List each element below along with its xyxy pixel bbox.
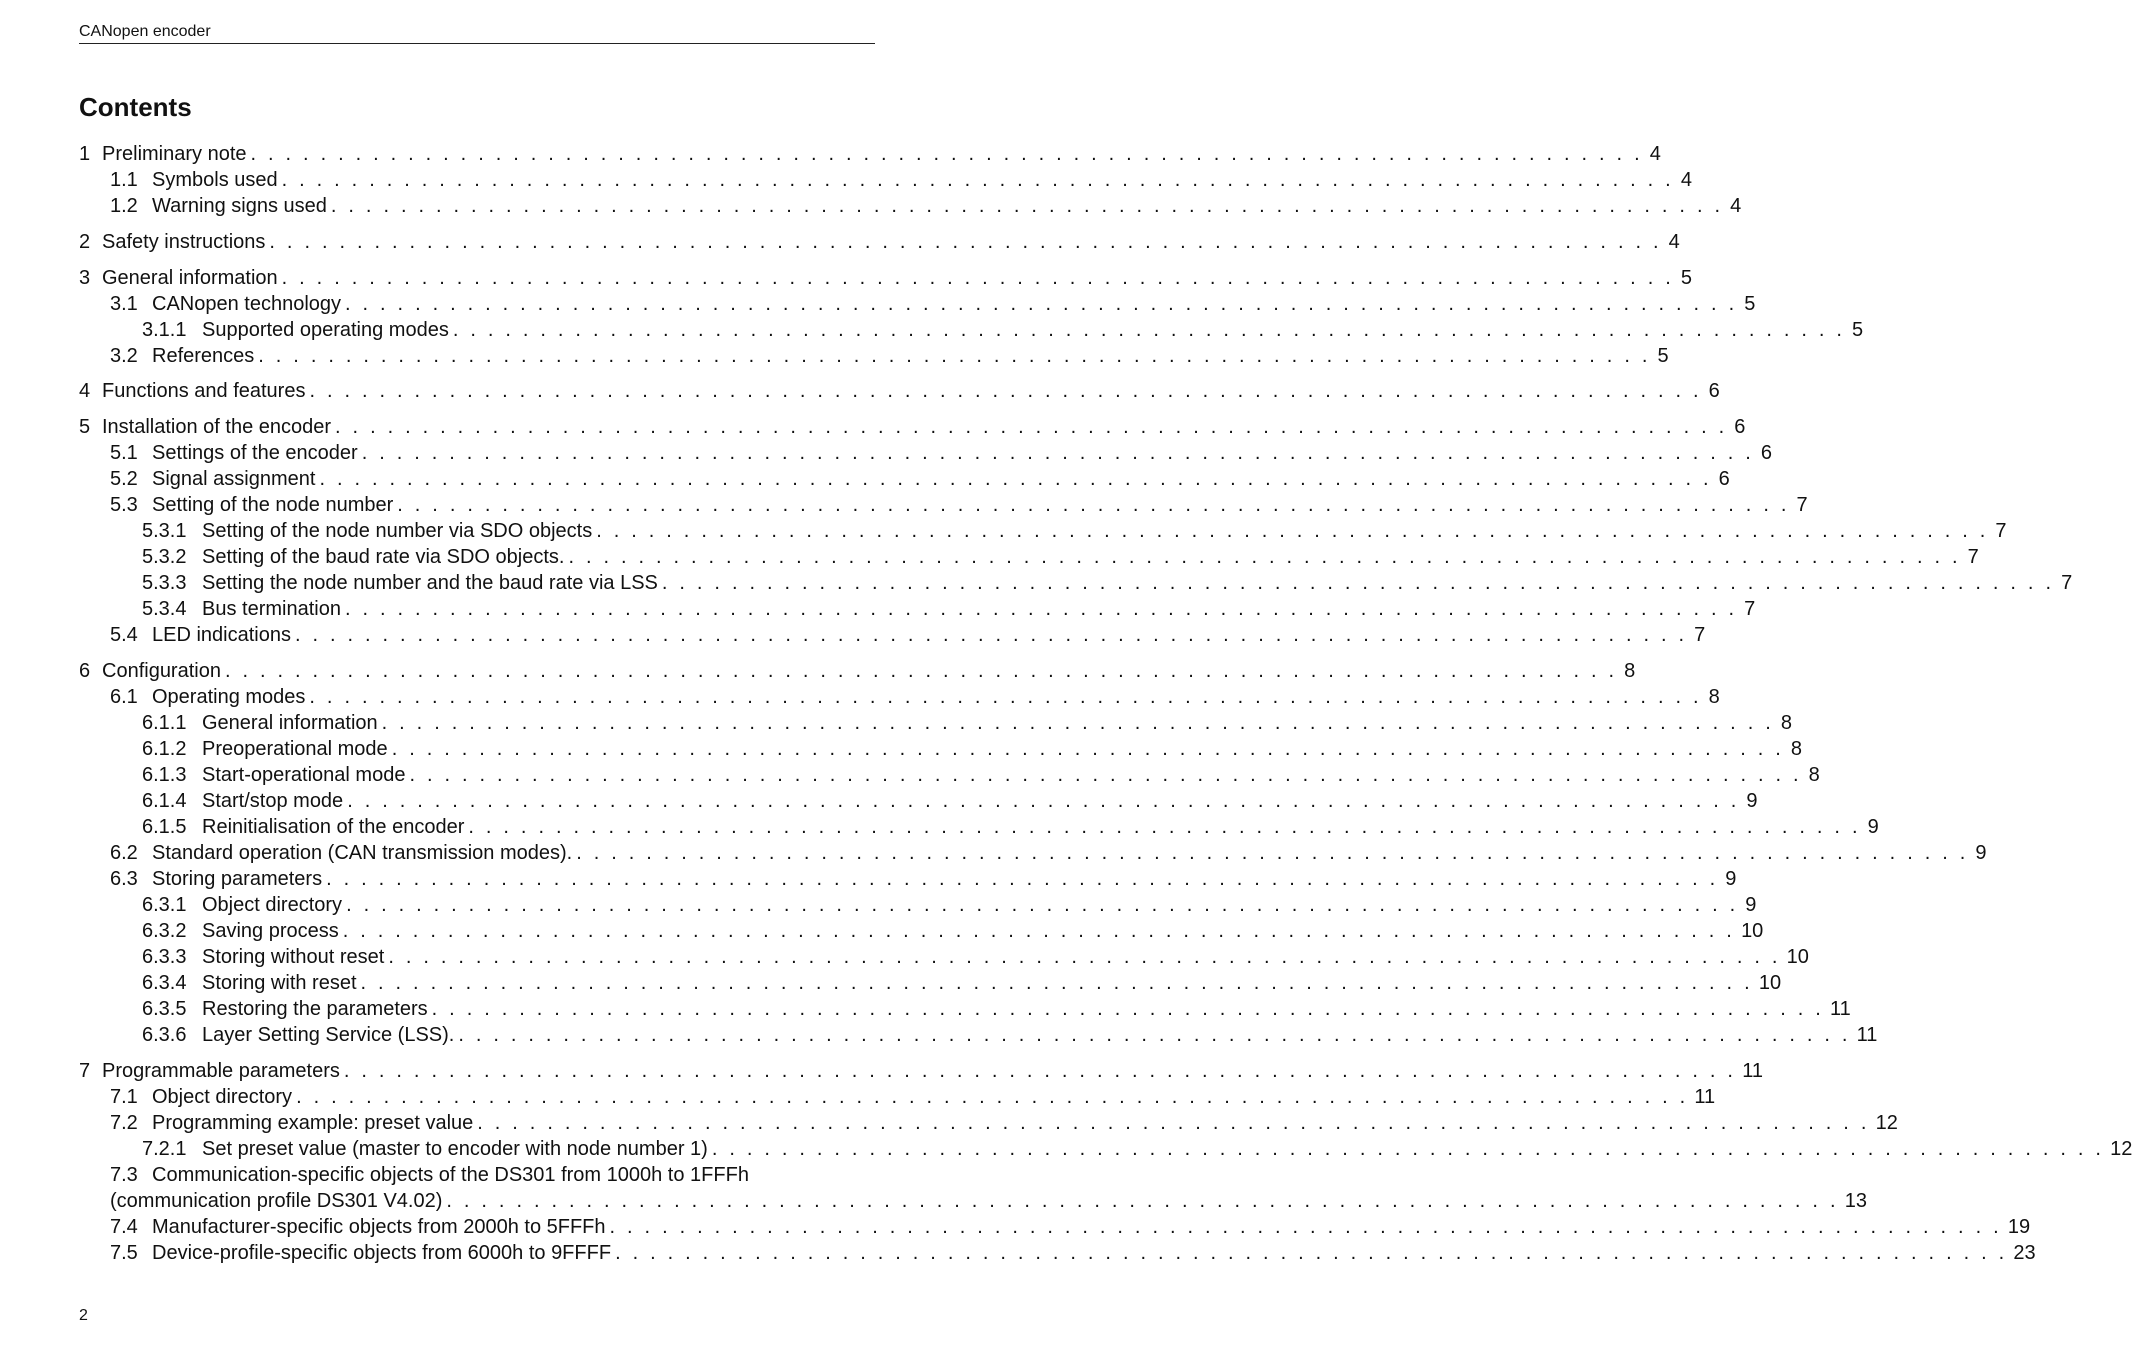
toc-entry-number: 5.3.4 bbox=[142, 598, 187, 620]
toc-entry-page: 8 bbox=[1780, 712, 1792, 734]
toc-entry[interactable] bbox=[79, 1058, 1763, 1084]
toc-entry-number: 5.2 bbox=[110, 468, 138, 490]
toc-leader-dots: . . . . . . . . . . . . . . . . . . . . . . . . . . . . . . . . . . . . . . . . . . . . . . . . . . . . . . . . . . . . . . . . . . . . . . . . . . . . . . . . bbox=[388, 946, 1781, 968]
toc-entry-page: 5 bbox=[1680, 267, 1692, 289]
toc-entry[interactable] bbox=[79, 414, 1746, 440]
toc-entry-page: 4 bbox=[1680, 169, 1692, 191]
toc-entry-label: Saving process bbox=[202, 920, 339, 942]
toc-entry-number: 7 bbox=[79, 1060, 91, 1082]
toc-entry-label: Device-profile-specific objects from 6000h to 9FFFF bbox=[152, 1242, 612, 1264]
toc-entry[interactable] bbox=[110, 1162, 875, 1188]
toc-entry-label: Communication-specific objects of the DS301 from 1000h to 1FFFh bbox=[152, 1164, 749, 1186]
toc-entry-number: 7.4 bbox=[110, 1216, 138, 1238]
toc-leader-dots: . . . . . . . . . . . . . . . . . . . . . . . . . . . . . . . . . . . . . . . . . . . . . . . . . . . . . . . . . . . . . . . . . . . . . . . . . . . . . . . . bbox=[446, 1190, 1839, 1212]
toc-entry-label: LED indications bbox=[152, 624, 291, 646]
toc-entry-label: Signal assignment bbox=[152, 468, 316, 490]
toc-leader-dots: . . . . . . . . . . . . . . . . . . . . . . . . . . . . . . . . . . . . . . . . . . . . . . . . . . . . . . . . . . . . . . . . . . . . . . . . . . . . . . . . bbox=[269, 231, 1662, 253]
toc-entry-label: Installation of the encoder bbox=[102, 416, 332, 438]
toc-leader-dots: . . . . . . . . . . . . . . . . . . . . . . . . . . . . . . . . . . . . . . . . . . . . . . . . . . . . . . . . . . . . . . . . . . . . . . . . . . . . . . . . bbox=[360, 972, 1753, 994]
toc-entry-number: 6.1.1 bbox=[142, 712, 187, 734]
toc-entry-page: 9 bbox=[1725, 868, 1737, 890]
toc-entry-number: 6.1 bbox=[110, 686, 138, 708]
toc-entry-label: Object directory bbox=[202, 894, 343, 916]
toc-entry[interactable] bbox=[142, 518, 2007, 544]
toc-entry-page: 9 bbox=[1745, 894, 1757, 916]
toc-leader-dots: . . . . . . . . . . . . . . . . . . . . . . . . . . . . . . . . . . . . . . . . . . . . . . . . . . . . . . . . . . . . . . . . . . . . . . . . . . . . . . . . bbox=[330, 195, 1724, 217]
toc-leader-dots: . . . . . . . . . . . . . . . . . . . . . . . . . . . . . . . . . . . . . . . . . . . . . . . . . . . . . . . . . . . . . . . . . . . . . . . . . . . . . . . . bbox=[347, 790, 1740, 812]
toc-entry[interactable] bbox=[142, 596, 1756, 622]
toc-entry-page: 5 bbox=[1744, 293, 1756, 315]
toc-entry-label: Settings of the encoder bbox=[152, 442, 358, 464]
toc-entry-label: Setting of the node number via SDO objects bbox=[202, 520, 593, 542]
page-number: 2 bbox=[79, 1307, 88, 1324]
toc-entry-number: 6.3.5 bbox=[142, 998, 187, 1020]
toc-leader-dots: . . . . . . . . . . . . . . . . . . . . . . . . . . . . . . . . . . . . . . . . . . . . . . . . . . . . . . . . . . . . . . . . . . . . . . . . . . . . . . . . bbox=[224, 660, 1618, 682]
toc-entry-number: 3.2 bbox=[110, 345, 138, 367]
toc-entry[interactable] bbox=[142, 1022, 1878, 1048]
toc-entry-number: 6.3.6 bbox=[142, 1024, 187, 1046]
toc-entry-label: CANopen technology bbox=[152, 293, 342, 315]
toc-entry-number: 6.3.4 bbox=[142, 972, 187, 994]
toc-entry-number: 5.1 bbox=[110, 442, 138, 464]
toc-entry-number: 6.3.2 bbox=[142, 920, 187, 942]
toc-entry[interactable] bbox=[142, 544, 1979, 570]
toc-entry[interactable] bbox=[142, 762, 1820, 788]
toc-entry-page: 9 bbox=[1746, 790, 1758, 812]
toc-entry[interactable] bbox=[79, 141, 1661, 167]
toc-entry-page: 23 bbox=[2013, 1242, 2036, 1264]
toc-leader-dots: . . . . . . . . . . . . . . . . . . . . . . . . . . . . . . . . . . . . . . . . . . . . . . . . . . . . . . . . . . . . . . . . . . . . . . . . . . . . . . . . bbox=[468, 816, 1861, 838]
toc-leader-dots: . . . . . . . . . . . . . . . . . . . . . . . . . . . . . . . . . . . . . . . . . . . . . . . . . . . . . . . . . . . . . . . . . . . . . . . . . . . . . . . . bbox=[345, 293, 1738, 315]
toc-entry-number: 1.2 bbox=[110, 195, 138, 217]
toc-entry-number: 1.1 bbox=[110, 169, 138, 191]
toc-entry-label: Set preset value (master to encoder with node number 1) bbox=[202, 1138, 708, 1160]
toc-entry[interactable] bbox=[110, 466, 1730, 492]
toc-leader-dots: . . . . . . . . . . . . . . . . . . . . . . . . . . . . . . . . . . . . . . . . . . . . . . . . . . . . . . . . . . . . . . . . . . . . . . . . . . . . . . . . bbox=[661, 572, 2055, 594]
toc-entry[interactable] bbox=[110, 492, 1808, 518]
toc-leader-dots: . . . . . . . . . . . . . . . . . . . . . . . . . . . . . . . . . . . . . . . . . . . . . . . . . . . . . . . . . . . . . . . . . . . . . . . . . . . . . . . . bbox=[281, 267, 1674, 289]
toc-leader-dots: . . . . . . . . . . . . . . . . . . . . . . . . . . . . . . . . . . . . . . . . . . . . . . . . . . . . . . . . . . . . . . . . . . . . . . . . . . . . . . . . bbox=[452, 319, 1846, 341]
toc-entry-number: 5.4 bbox=[110, 624, 138, 646]
toc-entry-number: 6.3 bbox=[110, 868, 138, 890]
toc-entry-label: Standard operation (CAN transmission modes). bbox=[152, 842, 573, 864]
toc-entry-number: 7.5 bbox=[110, 1242, 138, 1264]
toc-entry-label: Manufacturer-specific objects from 2000h to 5FFFh bbox=[152, 1216, 606, 1238]
toc-entry-number: 6.3.1 bbox=[142, 894, 187, 916]
toc-entry-label: Storing with reset bbox=[202, 972, 357, 994]
toc-entry-number: 6.1.5 bbox=[142, 816, 187, 838]
toc-entry-number: 7.3 bbox=[110, 1164, 138, 1186]
toc-entry-label: General information bbox=[102, 267, 278, 289]
toc-entry-label: Functions and features bbox=[102, 380, 306, 402]
toc-entry[interactable] bbox=[110, 840, 1987, 866]
toc-leader-dots: . . . . . . . . . . . . . . . . . . . . . . . . . . . . . . . . . . . . . . . . . . . . . . . . . . . . . . . . . . . . . . . . . . . . . . . . . . . . . . . . bbox=[281, 169, 1674, 191]
toc-leader-dots: . . . . . . . . . . . . . . . . . . . . . . . . . . . . . . . . . . . . . . . . . . . . . . . . . . . . . . . . . . . . . . . . . . . . . . . . . . . . . . . . bbox=[568, 546, 1961, 568]
toc-leader-dots: . . . . . . . . . . . . . . . . . . . . . . . . . . . . . . . . . . . . . . . . . . . . . . . . . . . . . . . . . . . . . . . . . . . . . . . . . . . . . . . . bbox=[294, 624, 1688, 646]
toc-entry-page: 5 bbox=[1657, 345, 1669, 367]
toc-entry-page: 7 bbox=[1995, 520, 2007, 542]
toc-entry-label: Programming example: preset value bbox=[152, 1112, 474, 1134]
toc-entry-label: Layer Setting Service (LSS). bbox=[202, 1024, 455, 1046]
toc-entry-number: 5.3.2 bbox=[142, 546, 187, 568]
toc-entry-number: 4 bbox=[79, 380, 91, 402]
toc-entry-label: Safety instructions bbox=[102, 231, 266, 253]
toc-entry-label: Object directory bbox=[152, 1086, 293, 1108]
toc-entry-number: 2 bbox=[79, 231, 91, 253]
toc-entry-number: 7.1 bbox=[110, 1086, 138, 1108]
toc-entry-page: 13 bbox=[1844, 1190, 1867, 1212]
toc-entry[interactable] bbox=[142, 814, 1879, 840]
toc-entry[interactable] bbox=[110, 622, 1706, 648]
toc-entry-label: Setting of the node number bbox=[152, 494, 394, 516]
toc-entry-label: Preoperational mode bbox=[202, 738, 388, 760]
toc-entry[interactable] bbox=[142, 970, 1782, 996]
toc-entry-page: 7 bbox=[2061, 572, 2073, 594]
toc-leader-dots: . . . . . . . . . . . . . . . . . . . . . . . . . . . . . . . . . . . . . . . . . . . . . . . . . . . . . . . . . . . . . . . . . . . . . . . . . . . . . . . . bbox=[309, 686, 1702, 708]
toc-entry-page: 6 bbox=[1760, 442, 1773, 464]
toc-entry-number: 6.3.3 bbox=[142, 946, 187, 968]
toc-entry-page: 9 bbox=[1975, 842, 1987, 864]
toc-entry[interactable] bbox=[142, 944, 1809, 970]
toc-entry[interactable] bbox=[110, 343, 1669, 369]
toc-entry-number: 3 bbox=[79, 267, 91, 289]
toc-leader-dots: . . . . . . . . . . . . . . . . . . . . . . . . . . . . . . . . . . . . . . . . . . . . . . . . . . . . . . . . . . . . . . . . . . . . . . . . . . . . . . . . bbox=[296, 1086, 1689, 1108]
toc-entry-page: 8 bbox=[1708, 686, 1720, 708]
toc-entry[interactable] bbox=[142, 317, 1864, 343]
page-title: Contents bbox=[79, 92, 192, 122]
toc-entry-page: 9 bbox=[1867, 816, 1879, 838]
toc-entry-label: (communication profile DS301 V4.02) bbox=[110, 1190, 443, 1212]
toc-entry-page: 19 bbox=[2007, 1216, 2031, 1238]
toc-entry-label: Start-operational mode bbox=[202, 764, 406, 786]
toc-entry[interactable] bbox=[142, 570, 2073, 596]
toc-entry[interactable] bbox=[79, 229, 1680, 255]
toc-entry-label: Configuration bbox=[102, 660, 221, 682]
toc-entry-label: Preliminary note bbox=[102, 143, 247, 165]
toc-leader-dots: . . . . . . . . . . . . . . . . . . . . . . . . . . . . . . . . . . . . . . . . . . . . . . . . . . . . . . . . . . . . . . . . . . . . . . . . . . . . . . . . bbox=[344, 598, 1738, 620]
toc-leader-dots: . . . . . . . . . . . . . . . . . . . . . . . . . . . . . . . . . . . . . . . . . . . . . . . . . . . . . . . . . . . . . . . . . . . . . . . . . . . . . . . . bbox=[309, 380, 1702, 402]
toc-leader-dots: . . . . . . . . . . . . . . . . . . . . . . . . . . . . . . . . . . . . . . . . . . . . . . . . . . . . . . . . . . . . . . . . . . . . . . . . . . . . . . . . bbox=[343, 1060, 1737, 1082]
toc-entry-page: 10 bbox=[1741, 920, 1764, 942]
toc-leader-dots: . . . . . . . . . . . . . . . . . . . . . . . . . . . . . . . . . . . . . . . . . . . . . . . . . . . . . . . . . . . . . . . . . . . . . . . . . . . . . . . . bbox=[361, 442, 1755, 464]
toc-entry-label: References bbox=[152, 345, 255, 367]
toc-entry-page: 6 bbox=[1734, 416, 1746, 438]
toc-entry-label: Supported operating modes bbox=[202, 319, 449, 341]
header-title: CANopen encoder bbox=[79, 23, 211, 40]
toc-leader-dots: . . . . . . . . . . . . . . . . . . . . . . . . . . . . . . . . . . . . . . . . . . . . . . . . . . . . . . . . . . . . . . . . . . . . . . . . . . . . . . . . bbox=[319, 468, 1712, 490]
toc-entry[interactable] bbox=[110, 291, 1756, 317]
toc-entry-number: 6.1.4 bbox=[142, 790, 187, 812]
toc-entry-number: 6.2 bbox=[110, 842, 138, 864]
toc-entry[interactable] bbox=[142, 892, 1757, 918]
toc-entry-page: 7 bbox=[1796, 494, 1808, 516]
toc-leader-dots: . . . . . . . . . . . . . . . . . . . . . . . . . . . . . . . . . . . . . . . . . . . . . . . . . . . . . . . . . . . . . . . . . . . . . . . . . . . . . . . . bbox=[431, 998, 1824, 1020]
toc-entry[interactable] bbox=[142, 996, 1851, 1022]
toc-leader-dots: . . . . . . . . . . . . . . . . . . . . . . . . . . . . . . . . . . . . . . . . . . . . . . . . . . . . . . . . . . . . . . . . . . . . . . . . . . . . . . . . bbox=[250, 143, 1643, 165]
toc-entry[interactable] bbox=[110, 440, 1773, 466]
toc-entry[interactable] bbox=[142, 736, 1802, 762]
toc-entry-number: 7.2.1 bbox=[142, 1138, 187, 1160]
toc-leader-dots: . . . . . . . . . . . . . . . . . . . . . . . . . . . . . . . . . . . . . . . . . . . . . . . . . . . . . . . . . . . . . . . . . . . . . . . . . . . . . . . . bbox=[711, 1138, 2105, 1160]
toc-entry-number: 6 bbox=[79, 660, 91, 682]
toc-entry-page: 11 bbox=[1856, 1024, 1878, 1046]
toc-entry-number: 6.1.2 bbox=[142, 738, 187, 760]
toc-leader-dots: . . . . . . . . . . . . . . . . . . . . . . . . . . . . . . . . . . . . . . . . . . . . . . . . . . . . . . . . . . . . . . . . . . . . . . . . . . . . . . . . bbox=[342, 920, 1736, 942]
toc-entry-label: Reinitialisation of the encoder bbox=[202, 816, 465, 838]
toc-entry[interactable] bbox=[110, 1214, 2031, 1240]
toc-entry-number: 5.3.3 bbox=[142, 572, 187, 594]
toc-entry-label: Restoring the parameters bbox=[202, 998, 428, 1020]
toc-entry-number: 3.1 bbox=[110, 293, 138, 315]
toc-entry-page: 11 bbox=[1829, 998, 1851, 1020]
toc-entry[interactable] bbox=[110, 193, 1742, 219]
toc-entry[interactable] bbox=[142, 918, 1764, 944]
toc-entry[interactable] bbox=[110, 866, 1737, 892]
toc-leader-dots: . . . . . . . . . . . . . . . . . . . . . . . . . . . . . . . . . . . . . . . . . . . . . . . . . . . . . . . . . . . . . . . . . . . . . . . . . . . . . . . . bbox=[397, 494, 1790, 516]
toc-leader-dots: . . . . . . . . . . . . . . . . . . . . . . . . . . . . . . . . . . . . . . . . . . . . . . . . . . . . . . . . . . . . . . . . . . . . . . . . . . . . . . . . bbox=[409, 764, 1802, 786]
toc-entry-label: Programmable parameters bbox=[102, 1060, 340, 1082]
toc-entry[interactable] bbox=[79, 658, 1636, 684]
toc-entry[interactable] bbox=[142, 788, 1758, 814]
toc-entry-label: Setting of the baud rate via SDO objects. bbox=[202, 546, 565, 568]
toc-entry-page: 7 bbox=[1967, 546, 1979, 568]
toc-leader-dots: . . . . . . . . . . . . . . . . . . . . . . . . . . . . . . . . . . . . . . . . . . . . . . . . . . . . . . . . . . . . . . . . . . . . . . . . . . . . . . . . bbox=[609, 1216, 2002, 1238]
toc-entry-number: 5.3.1 bbox=[142, 520, 187, 542]
toc-entry-page: 12 bbox=[1875, 1112, 1898, 1134]
toc-leader-dots: . . . . . . . . . . . . . . . . . . . . . . . . . . . . . . . . . . . . . . . . . . . . . . . . . . . . . . . . . . . . . . . . . . . . . . . . . . . . . . . . bbox=[381, 712, 1774, 734]
toc-entry-page: 4 bbox=[1730, 195, 1742, 217]
toc-leader-dots: . . . . . . . . . . . . . . . . . . . . . . . . . . . . . . . . . . . . . . . . . . . . . . . . . . . . . . . . . . . . . . . . . . . . . . . . . . . . . . . . bbox=[615, 1242, 2008, 1264]
toc-entry-number: 3.1.1 bbox=[142, 319, 187, 341]
toc-entry[interactable] bbox=[110, 1110, 1898, 1136]
toc-entry-page: 5 bbox=[1852, 319, 1864, 341]
toc-entry[interactable] bbox=[110, 1240, 2036, 1266]
toc-leader-dots: . . . . . . . . . . . . . . . . . . . . . . . . . . . . . . . . . . . . . . . . . . . . . . . . . . . . . . . . . . . . . . . . . . . . . . . . . . . . . . . . bbox=[391, 738, 1784, 760]
toc-entry-label: Bus termination bbox=[202, 598, 341, 620]
toc-leader-dots: . . . . . . . . . . . . . . . . . . . . . . . . . . . . . . . . . . . . . . . . . . . . . . . . . . . . . . . . . . . . . . . . . . . . . . . . . . . . . . . . bbox=[596, 520, 1989, 542]
toc-entry[interactable] bbox=[110, 167, 1692, 193]
toc-entry-label: Start/stop mode bbox=[202, 790, 344, 812]
toc-entry-page: 10 bbox=[1758, 972, 1782, 994]
toc-entry-page: 7 bbox=[1694, 624, 1706, 646]
toc-entry[interactable] bbox=[79, 378, 1720, 404]
toc-entry-label: Storing parameters bbox=[152, 868, 323, 890]
toc-leader-dots: . . . . . . . . . . . . . . . . . . . . . . . . . . . . . . . . . . . . . . . . . . . . . . . . . . . . . . . . . . . . . . . . . . . . . . . . . . . . . . . . bbox=[576, 842, 1969, 864]
toc-entry[interactable] bbox=[110, 1188, 1867, 1214]
toc-entry-label: Warning signs used bbox=[152, 195, 327, 217]
toc-entry-label: General information bbox=[202, 712, 378, 734]
toc-entry[interactable] bbox=[110, 684, 1720, 710]
toc-entry-page: 4 bbox=[1649, 143, 1661, 165]
toc-entry-page: 12 bbox=[2110, 1138, 2132, 1160]
toc-entry[interactable] bbox=[142, 710, 1792, 736]
toc-entry-label: Storing without reset bbox=[202, 946, 385, 968]
toc-entry-page: 8 bbox=[1624, 660, 1636, 682]
toc-entry-page: 11 bbox=[1694, 1086, 1716, 1108]
toc-entry-number: 6.1.3 bbox=[142, 764, 187, 786]
toc-entry-number: 5.3 bbox=[110, 494, 138, 516]
toc-entry-label: Symbols used bbox=[152, 169, 278, 191]
toc-entry-number: 5 bbox=[79, 416, 91, 438]
toc-entry-number: 1 bbox=[79, 143, 91, 165]
toc-entry-page: 4 bbox=[1668, 231, 1680, 253]
toc-entry-page: 7 bbox=[1744, 598, 1756, 620]
toc-entry-page: 6 bbox=[1708, 380, 1720, 402]
toc-leader-dots: . . . . . . . . . . . . . . . . . . . . . . . . . . . . . . . . . . . . . . . . . . . . . . . . . . . . . . . . . . . . . . . . . . . . . . . . . . . . . . . . bbox=[326, 868, 1719, 890]
toc-entry-page: 8 bbox=[1790, 738, 1802, 760]
toc-entry-number: 7.2 bbox=[110, 1112, 138, 1134]
toc-entry-label: Setting the node number and the baud rate via LSS bbox=[202, 572, 658, 594]
toc-entry-page: 11 bbox=[1742, 1060, 1763, 1082]
toc-leader-dots: . . . . . . . . . . . . . . . . . . . . . . . . . . . . . . . . . . . . . . . . . . . . . . . . . . . . . . . . . . . . . . . . . . . . . . . . . . . . . . . . bbox=[477, 1112, 1870, 1134]
toc-leader-dots: . . . . . . . . . . . . . . . . . . . . . . . . . . . . . . . . . . . . . . . . . . . . . . . . . . . . . . . . . . . . . . . . . . . . . . . . . . . . . . . . bbox=[258, 345, 1651, 367]
toc-entry[interactable] bbox=[142, 1136, 2132, 1162]
toc-entry-label: Operating modes bbox=[152, 686, 306, 708]
toc-entry[interactable] bbox=[110, 1084, 1716, 1110]
toc-leader-dots: . . . . . . . . . . . . . . . . . . . . . . . . . . . . . . . . . . . . . . . . . . . . . . . . . . . . . . . . . . . . . . . . . . . . . . . . . . . . . . . . bbox=[346, 894, 1739, 916]
toc-entry[interactable] bbox=[79, 265, 1692, 291]
toc-leader-dots: . . . . . . . . . . . . . . . . . . . . . . . . . . . . . . . . . . . . . . . . . . . . . . . . . . . . . . . . . . . . . . . . . . . . . . . . . . . . . . . . bbox=[335, 416, 1728, 438]
toc-leader-dots: . . . . . . . . . . . . . . . . . . . . . . . . . . . . . . . . . . . . . . . . . . . . . . . . . . . . . . . . . . . . . . . . . . . . . . . . . . . . . . . . bbox=[458, 1024, 1851, 1046]
toc-entry-page: 8 bbox=[1808, 764, 1820, 786]
toc-entry-page: 10 bbox=[1786, 946, 1809, 968]
toc-entry-page: 6 bbox=[1718, 468, 1730, 490]
